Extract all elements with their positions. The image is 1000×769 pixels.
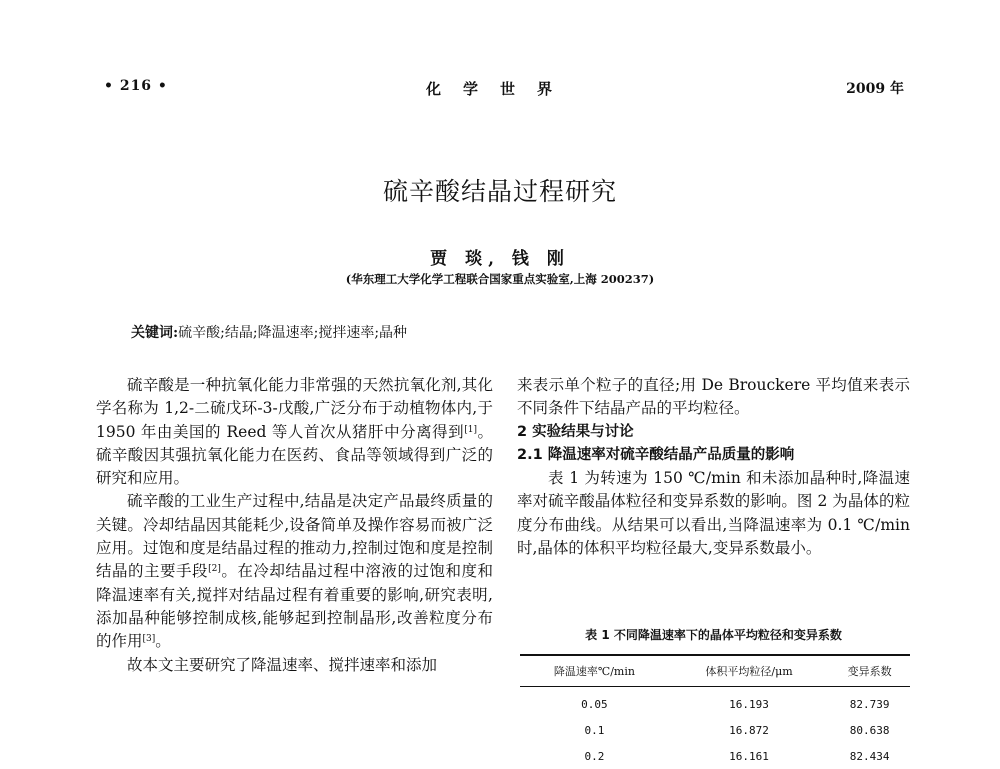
journal-name: 化学世界 bbox=[425, 80, 574, 98]
paragraph-scope: 故本文主要研究了降温速率、搅拌速率和添加 bbox=[127, 655, 438, 674]
table-header-cell: 变异系数 bbox=[829, 655, 910, 687]
left-column bbox=[96, 374, 493, 677]
journal-year: 2009 年 bbox=[846, 81, 904, 97]
paragraph-intro bbox=[96, 374, 493, 490]
table-cell: 16.872 bbox=[729, 723, 769, 737]
table-cell: 82.739 bbox=[849, 697, 890, 711]
reference-mark: [1] bbox=[464, 424, 477, 435]
table-cell: 0.05 bbox=[581, 697, 608, 711]
paragraph-results: 表 1 为转速为 150 ℃/min 和未添加晶种时,降温速率对硫辛酸晶体粒径和变异系数的影响。图 2 为晶体的粒度分布曲线。从结果可以看出,当降温速率为 0.1 ℃/min 时,晶体的体积平均粒径最大,变异系数最小。 bbox=[517, 469, 910, 558]
table-row bbox=[520, 687, 910, 718]
table-caption: 表 1 不同降温速率下的晶体平均粒径和变异系数 bbox=[585, 628, 842, 642]
paragraph-text: 硫辛酸的工业生产过程中,结晶是决定产品最终质量的关键。冷却结晶因其能耗少,设备简单及操作容易而被广泛应用。过饱和度是结晶过程的推动力,控制过饱和度是控制结晶的主要手段 bbox=[96, 492, 493, 581]
keywords-text: 硫辛酸;结晶;降温速率;搅拌速率;晶种 bbox=[178, 325, 408, 341]
page-number: • 216 • bbox=[104, 78, 168, 94]
paragraph-text: 。在冷却结晶过程中溶液的过饱和度和降温速率有关,搅拌对结晶过程有着重要的影响,研究表明,添加晶种能够控制成核,能够起到控制晶形,改善粒度分布的作用 bbox=[96, 562, 493, 651]
table-cell: 82.434 bbox=[849, 749, 890, 763]
table-cell: 16.161 bbox=[729, 749, 769, 763]
table-row bbox=[520, 717, 910, 743]
table-header-cell: 降温速率℃/min bbox=[520, 655, 669, 687]
section-heading-2: 2 实验结果与讨论 bbox=[517, 423, 634, 440]
paragraph-crystallization bbox=[96, 490, 493, 653]
table-cell: 16.193 bbox=[729, 697, 769, 711]
affiliation: (华东理工大学化学工程联合国家重点实验室,上海 200237) bbox=[345, 272, 655, 286]
authors: 贾 琰, 钱 刚 bbox=[430, 249, 570, 269]
paper-title: 硫辛酸结晶过程研究 bbox=[382, 177, 617, 206]
paragraph-text: 。 bbox=[155, 632, 171, 651]
keywords-label: 关键词: bbox=[131, 325, 179, 341]
table-cell: 80.638 bbox=[849, 723, 890, 737]
reference-mark: [3] bbox=[142, 634, 156, 645]
reference-mark: [2] bbox=[208, 564, 221, 575]
table-cell: 0.1 bbox=[584, 723, 605, 737]
table-header-row bbox=[520, 655, 910, 687]
paragraph-text: 。硫辛酸因其强抗氧化能力在医药、食品等领域得到广泛的研究和应用。 bbox=[96, 422, 493, 488]
table-header-cell: 体积平均粒径/μm bbox=[669, 655, 829, 687]
results-table bbox=[520, 654, 910, 769]
table-cell: 0.2 bbox=[584, 749, 605, 763]
right-column bbox=[517, 374, 910, 560]
keywords bbox=[131, 322, 407, 342]
paragraph-text: 硫辛酸是一种抗氧化能力非常强的天然抗氧化剂,其化学名称为 1,2-二硫戊环-3-戊酸,广泛分布于动植物体内,于 1950 年由美国的 Reed 等人首次从猪肝中分离得到 bbox=[96, 376, 493, 441]
section-heading-2-1: 2.1 降温速率对硫辛酸结晶产品质量的影响 bbox=[517, 446, 795, 463]
paragraph-method: 来表示单个粒子的直径;用 De Brouckere 平均值来表示不同条件下结晶产品的平均粒径。 bbox=[517, 376, 910, 418]
table-row bbox=[520, 743, 910, 769]
